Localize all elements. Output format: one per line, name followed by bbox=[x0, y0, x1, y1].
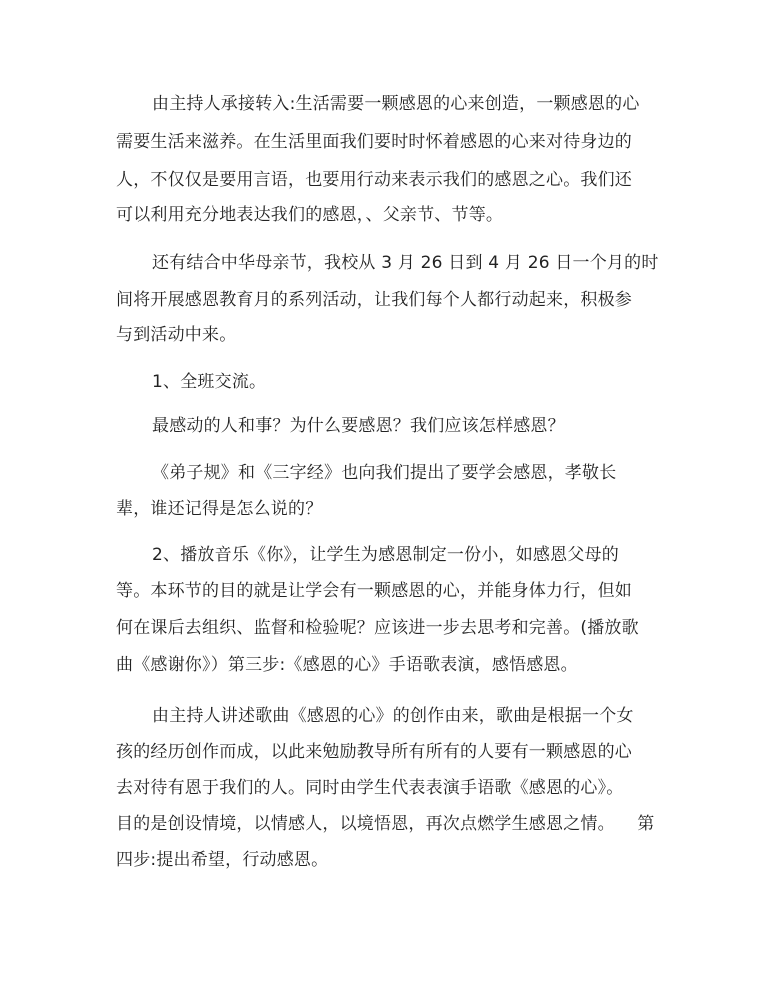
paragraph-line: 2、播放音乐《你》，让学生为感恩制定一份小，如感恩父母的 bbox=[152, 545, 619, 565]
paragraph-line: 由主持人讲述歌曲《感恩的心》的创作由来，歌曲是根据一个女 bbox=[152, 706, 634, 726]
paragraph-line: 何在课后去组织、监督和检验呢？应该进一步去思考和完善。(播放歌 bbox=[116, 618, 639, 638]
paragraph-line: 等。本环节的目的就是让学会有一颗感恩的心，并能身体力行，但如 bbox=[116, 581, 632, 601]
paragraph-line: 《弟子规》和《三字经》也向我们提出了要学会感恩，孝敬长 bbox=[152, 463, 617, 483]
paragraph-line: 目的是创设情境，以情感人，以境悟恩，再次点燃学生感恩之情。 第 bbox=[116, 814, 655, 834]
paragraph-line: 去对待有恩于我们的人。同时由学生代表表演手语歌《感恩的心》。 bbox=[116, 778, 624, 798]
paragraph-line: 人，不仅仅是要用言语，也要用行动来表示我们的感恩之心。我们还 bbox=[116, 170, 632, 190]
paragraph-line: 最感动的人和事？为什么要感恩？我们应该怎样感恩？ bbox=[152, 416, 565, 436]
paragraph-line: 1、全班交流。 bbox=[152, 372, 267, 392]
paragraph-line: 四步:提出希望，行动感恩。 bbox=[116, 850, 329, 870]
paragraph-line: 由主持人承接转入:生活需要一颗感恩的心来创造，一颗感恩的心 bbox=[152, 94, 640, 114]
paragraph-line: 与到活动中来。 bbox=[116, 325, 237, 345]
paragraph-line: 曲《感谢你》）第三步:《感恩的心》手语歌表演，感悟感恩。 bbox=[116, 655, 578, 675]
paragraph-line: 辈，谁还记得是怎么说的？ bbox=[116, 499, 323, 519]
paragraph-line: 需要生活来滋养。在生活里面我们要时时怀着感恩的心来对待身边的 bbox=[116, 132, 632, 152]
paragraph-line: 可以利用充分地表达我们的感恩，、父亲节、节等。 bbox=[116, 205, 504, 225]
paragraph-line: 间将开展感恩教育月的系列活动，让我们每个人都行动起来，积极参 bbox=[116, 290, 632, 310]
paragraph-line: 还有结合中华母亲节，我校从 3 月 26 日到 4 月 26 日一个月的时 bbox=[152, 253, 659, 273]
paragraph-line: 孩的经历创作而成，以此来勉励教导所有所有的人要有一颗感恩的心 bbox=[116, 742, 632, 762]
